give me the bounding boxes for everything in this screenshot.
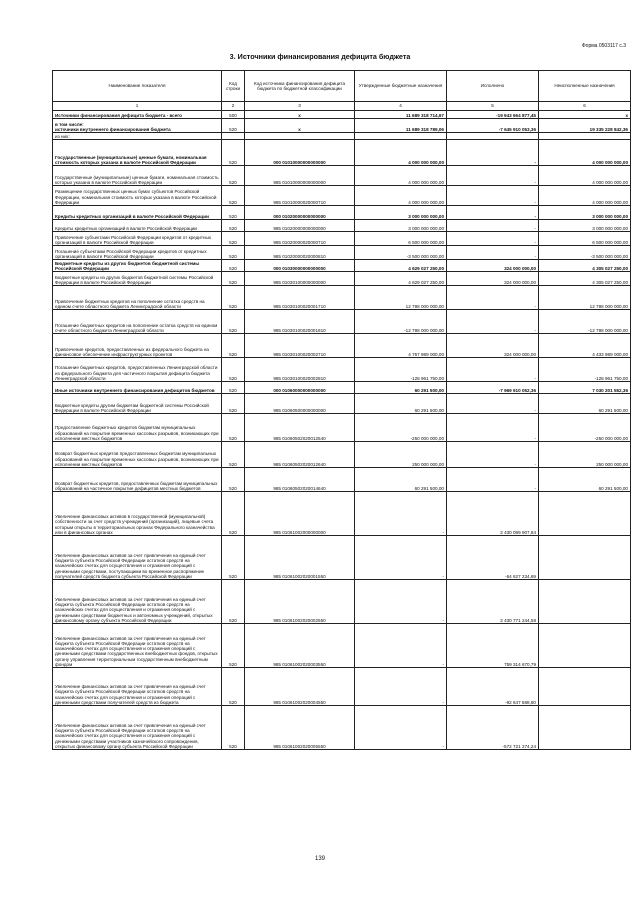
row-executed: - <box>447 468 539 492</box>
header-approved: Утвержденные бюджетные назначения <box>355 71 447 102</box>
row-executed: 2 430 089 907,84 <box>447 492 539 536</box>
row-name: Привлечение бюджетных кредитов на пополнение остатка средств на едином счете областного бюджета Ленинградской области <box>53 286 222 310</box>
row-name: Государственные (муниципальные) ценные бумаги, номинальная стоимость которых указана в валюте Российской Федерации <box>53 166 222 186</box>
row-unexecuted: 60 291 500,00 <box>539 468 631 492</box>
row-unexecuted <box>539 133 631 140</box>
row-unexecuted <box>539 624 631 668</box>
row-executed: - <box>447 358 539 382</box>
row-source-code: x <box>245 111 355 119</box>
row-source-code: 985 01030100020001810 <box>245 310 355 334</box>
row-unexecuted: 4 000 000 000,00 <box>539 140 631 166</box>
table-row <box>53 119 631 133</box>
table-row <box>53 232 631 246</box>
row-name: из них: <box>53 133 222 140</box>
row-line-code: 520 <box>222 286 245 310</box>
section-title: 3. Источники финансирования дефицита бюджета <box>229 52 411 61</box>
row-executed: 2 430 771 244,58 <box>447 580 539 624</box>
row-unexecuted: -128 961 750,00 <box>539 358 631 382</box>
table-row <box>53 111 631 119</box>
table-row <box>53 580 631 624</box>
row-line-code: 520 <box>222 310 245 334</box>
row-source-code: 985 01030100020002810 <box>245 358 355 382</box>
table-row <box>53 246 631 260</box>
table-row <box>53 382 631 394</box>
row-approved: - <box>355 536 447 580</box>
row-unexecuted: 4 305 027 250,00 <box>539 272 631 286</box>
row-approved: 60 291 500,00 <box>355 394 447 414</box>
table-row <box>53 220 631 232</box>
row-approved: 3 000 000 000,00 <box>355 206 447 220</box>
row-line-code: 520 <box>222 119 245 133</box>
row-line-code: 520 <box>222 140 245 166</box>
row-line-code: 520 <box>222 394 245 414</box>
table-row <box>53 260 631 272</box>
table-row <box>53 206 631 220</box>
column-number: 1 <box>53 102 222 111</box>
row-line-code: 520 <box>222 272 245 286</box>
row-unexecuted: -250 000 000,00 <box>539 414 631 442</box>
row-source-code: x <box>245 119 355 133</box>
row-unexecuted: 4 000 000 000,00 <box>539 186 631 206</box>
row-name: Увеличение финансовых активов за счет привлечения на единый счет бюджета субъекта Российской Федерации остатков средств на казначейских счетах для осуществления и отражения операций с денежными средствами участников казначейского сопровождения, открытых финансовому органу субъекта Российской Федерации <box>53 706 222 750</box>
row-executed: 324 000 000,00 <box>447 272 539 286</box>
row-line-code: 500 <box>222 111 245 119</box>
row-name: Размещение государственных ценных бумаг субъектов Российской Федерации, номинальная стоимость которых указана в валюте Российской Федерации <box>53 186 222 206</box>
table-row <box>53 334 631 358</box>
row-source-code: 985 01061002000000000 <box>245 492 355 536</box>
table-row <box>53 133 631 140</box>
row-line-code: 520 <box>222 358 245 382</box>
form-code: Форма 0503117 с.3 <box>581 43 626 49</box>
header-executed: Исполнено <box>447 71 539 102</box>
row-source-code: 985 01060500000000000 <box>245 394 355 414</box>
header-source-code: Код источника финансирования дефицита бюджета по бюджетной классификации <box>245 71 355 102</box>
row-executed: -92 647 688,80 <box>447 668 539 706</box>
row-name: Возврат бюджетных кредитов, предоставленных бюджетам муниципальных образований на частичное покрытие дефицитов местных бюджетов <box>53 468 222 492</box>
row-line-code: 520 <box>222 536 245 580</box>
column-number: 5 <box>447 102 539 111</box>
row-line-code: 520 <box>222 580 245 624</box>
row-executed: - <box>447 206 539 220</box>
row-name: Бюджетные кредиты другим бюджетам бюджетной системы Российской Федерации в валюте Российской Федерации <box>53 394 222 414</box>
row-approved: 11 689 318 714,67 <box>355 111 447 119</box>
row-line-code: 520 <box>222 668 245 706</box>
row-approved: - <box>355 706 447 750</box>
row-executed: -572 721 274,24 <box>447 706 539 750</box>
row-name: Увеличение финансовых активов за счет привлечения на единый счет бюджета субъекта Российской Федерации остатков средств на казначейских счетах для осуществления и отражения операций с денежными средствами государственных внебюджетных фондов, открытых органу управления территориальным государственным внебюджетным фондом <box>53 624 222 668</box>
row-executed: - <box>447 220 539 232</box>
row-source-code: 985 01060502020012540 <box>245 414 355 442</box>
row-executed: -7 645 910 053,36 <box>447 119 539 133</box>
row-line-code: 520 <box>222 166 245 186</box>
header-name: Наименование показателя <box>53 71 222 102</box>
row-source-code: 985 01061002020002550 <box>245 580 355 624</box>
row-approved <box>355 133 447 140</box>
row-line-code: 520 <box>222 382 245 394</box>
row-source-code: 985 01030100020002710 <box>245 334 355 358</box>
row-approved: -250 000 000,00 <box>355 414 447 442</box>
row-source-code: 000 01010000000000000 <box>245 140 355 166</box>
row-executed: - <box>447 166 539 186</box>
row-line-code: 520 <box>222 232 245 246</box>
row-source-code: 985 01060502020012640 <box>245 442 355 468</box>
row-approved: 3 000 000 000,00 <box>355 220 447 232</box>
row-name: Кредиты кредитных организаций в валюте Российской Федерации <box>53 220 222 232</box>
row-approved: 60 291 500,00 <box>355 382 447 394</box>
row-name: Кредиты кредитных организаций в валюте Российской Федерации <box>53 206 222 220</box>
row-source-code: 985 01010000020000710 <box>245 186 355 206</box>
table-row <box>53 468 631 492</box>
financing-sources-table <box>52 70 631 750</box>
row-name: Предоставление бюджетных кредитов бюджетам муниципальных образований на покрытие временных кассовых разрывов, возникающих при исполнении местных бюджетов <box>53 414 222 442</box>
table-row <box>53 140 631 166</box>
row-source-code: 000 01060000000000000 <box>245 382 355 394</box>
row-source-code: 985 01061002020005550 <box>245 706 355 750</box>
row-approved: - <box>355 492 447 536</box>
row-name: Увеличение финансовых активов за счет привлечения на единый счет бюджета субъекта Российской Федерации остатков средств на казначейских счетах для осуществления и отражения операций с денежными средствами, поступающими во временное распоряжение получателей средств бюджета субъекта Российской Федерации <box>53 536 222 580</box>
row-approved: 4 757 989 000,00 <box>355 334 447 358</box>
row-unexecuted: -3 500 000 000,00 <box>539 246 631 260</box>
row-unexecuted <box>539 706 631 750</box>
row-approved: - <box>355 580 447 624</box>
table-row <box>53 536 631 580</box>
table-row <box>53 492 631 536</box>
row-approved: - <box>355 668 447 706</box>
row-approved: 4 000 000 000,00 <box>355 166 447 186</box>
column-number: 2 <box>222 102 245 111</box>
row-line-code: 520 <box>222 334 245 358</box>
table-row <box>53 286 631 310</box>
row-source-code: 985 01061002020004550 <box>245 668 355 706</box>
row-name: Погашение субъектами Российской Федерации кредитов от кредитных организаций в валюте Российской Федерации <box>53 246 222 260</box>
row-executed: - <box>447 140 539 166</box>
column-number-row <box>53 102 631 111</box>
row-name: Иные источники внутреннего финансирования дефицитов бюджетов <box>53 382 222 394</box>
row-line-code: 520 <box>222 706 245 750</box>
row-approved: -3 500 000 000,00 <box>355 246 447 260</box>
row-unexecuted: 4 000 000 000,00 <box>539 166 631 186</box>
row-unexecuted: 4 305 027 250,00 <box>539 260 631 272</box>
row-line-code: 520 <box>222 246 245 260</box>
row-line-code: 520 <box>222 414 245 442</box>
table-row <box>53 442 631 468</box>
row-approved: -128 961 750,00 <box>355 358 447 382</box>
row-source-code: 000 01030000000000000 <box>245 260 355 272</box>
row-unexecuted <box>539 668 631 706</box>
row-source-code <box>245 133 355 140</box>
row-name: Погашение бюджетных кредитов, предоставленных Ленинградской области из федерального бюджета для частичного покрытия дефицита бюджета Ленинградской области <box>53 358 222 382</box>
row-executed: - <box>447 246 539 260</box>
row-unexecuted <box>539 536 631 580</box>
page-number: 139 <box>314 856 325 862</box>
row-unexecuted <box>539 492 631 536</box>
row-approved: -12 788 000 000,00 <box>355 310 447 334</box>
row-line-code: 520 <box>222 624 245 668</box>
header-line-code: Код строки <box>222 71 245 102</box>
row-unexecuted: 7 030 201 552,36 <box>539 382 631 394</box>
row-name: Увеличение финансовых активов за счет привлечения на единый счет бюджета субъекта Российской Федерации остатков средств на казначейских счетах для осуществления и отражения операций с денежными средствами бюджетных и автономных учреждений, открытых финансовому органу субъекта Российской Федерации <box>53 580 222 624</box>
row-name: Бюджетные кредиты из других бюджетов бюджетной системы Российской Федерации в валюте Российской Федерации <box>53 272 222 286</box>
row-unexecuted: 60 291 500,00 <box>539 394 631 414</box>
row-source-code: 985 01030100020001710 <box>245 286 355 310</box>
row-executed <box>447 133 539 140</box>
row-executed: - <box>447 310 539 334</box>
row-unexecuted: -12 788 000 000,00 <box>539 310 631 334</box>
row-line-code: 520 <box>222 468 245 492</box>
row-line-code: 520 <box>222 260 245 272</box>
row-source-code: 985 01020000020000710 <box>245 232 355 246</box>
table-row <box>53 358 631 382</box>
table-row <box>53 414 631 442</box>
row-source-code: 985 01020000000000000 <box>245 220 355 232</box>
row-source-code: 985 01030100000000000 <box>245 272 355 286</box>
row-source-code: 985 01010000000000000 <box>245 166 355 186</box>
row-name: Увеличение финансовых активов за счет привлечения на единый счет бюджета субъекта Российской Федерации остатков средств на казначейских счетах для осуществления и отражения операций с денежными средствами получателей средств из бюджета <box>53 668 222 706</box>
column-number: 6 <box>539 102 631 111</box>
table-body <box>53 111 631 750</box>
row-name: Привлечение субъектами Российской Федерации кредитов от кредитных организаций в валюте Российской Федерации <box>53 232 222 246</box>
row-source-code: 985 01020000020000810 <box>245 246 355 260</box>
row-unexecuted: 4 433 989 000,00 <box>539 334 631 358</box>
table-row <box>53 624 631 668</box>
table-row <box>53 394 631 414</box>
row-executed: -7 969 910 052,36 <box>447 382 539 394</box>
row-approved: 4 629 027 250,00 <box>355 260 447 272</box>
row-approved: 11 689 318 789,06 <box>355 119 447 133</box>
row-source-code: 985 01060502020014640 <box>245 468 355 492</box>
header-row <box>53 71 631 102</box>
column-number: 4 <box>355 102 447 111</box>
row-unexecuted: 12 788 000 000,00 <box>539 286 631 310</box>
row-approved: 4 000 000 000,00 <box>355 186 447 206</box>
header-unexecuted: Неисполненные назначения <box>539 71 631 102</box>
row-name: Привлечение кредитов, предоставленных из федерального бюджета на финансовое обеспечение инфраструктурных проектов <box>53 334 222 358</box>
row-name: Погашение бюджетных кредитов на пополнение остатка средств на едином счете областного бюджета Ленинградской области <box>53 310 222 334</box>
row-unexecuted: 3 000 000 000,00 <box>539 206 631 220</box>
row-line-code: 520 <box>222 206 245 220</box>
row-approved: 4 629 027 250,00 <box>355 272 447 286</box>
row-approved: 12 788 000 000,00 <box>355 286 447 310</box>
row-approved: - <box>355 624 447 668</box>
row-name: Возврат бюджетных кредитов предоставленных бюджетам муниципальных образований на покрытие временных кассовых разрывов, возникающих при исполнении местных бюджетов <box>53 442 222 468</box>
table-row <box>53 186 631 206</box>
row-name: в том числе: источники внутреннего финансирования бюджета <box>53 119 222 133</box>
row-source-code: 985 01061002020003550 <box>245 624 355 668</box>
row-line-code: 520 <box>222 186 245 206</box>
row-unexecuted: x <box>539 111 631 119</box>
row-approved: 60 291 500,00 <box>355 468 447 492</box>
row-line-code: 520 <box>222 220 245 232</box>
row-unexecuted <box>539 580 631 624</box>
row-approved: 4 000 000 000,00 <box>355 140 447 166</box>
row-name: Бюджетные кредиты из других бюджетов бюджетной системы Российской Федерации <box>53 260 222 272</box>
row-executed: - <box>447 286 539 310</box>
row-source-code: 000 01020000000000000 <box>245 206 355 220</box>
row-executed: 759 314 670,79 <box>447 624 539 668</box>
row-unexecuted: 19 335 228 842,36 <box>539 119 631 133</box>
table-row <box>53 272 631 286</box>
row-name: Источники финансирования дефицита бюджета - всего <box>53 111 222 119</box>
row-executed: -64 627 234,69 <box>447 536 539 580</box>
column-number: 3 <box>245 102 355 111</box>
row-unexecuted: 6 500 000 000,00 <box>539 232 631 246</box>
row-executed: - <box>447 232 539 246</box>
row-executed: - <box>447 442 539 468</box>
row-executed: - <box>447 414 539 442</box>
row-executed: -19 943 664 877,45 <box>447 111 539 119</box>
table-row <box>53 706 631 750</box>
row-unexecuted: 3 000 000 000,00 <box>539 220 631 232</box>
row-name: Увеличение финансовых активов в государственной (муниципальной) собственности за счет средств учреждений (организаций), лицевые счета которым открыты в территориальных органах Федерального казначейства или в финансовых органах <box>53 492 222 536</box>
row-source-code: 985 01061002020001550 <box>245 536 355 580</box>
row-approved: 250 000 000,00 <box>355 442 447 468</box>
table-row <box>53 166 631 186</box>
row-line-code: 520 <box>222 442 245 468</box>
row-executed: - <box>447 186 539 206</box>
table-row <box>53 310 631 334</box>
row-approved: 6 500 000 000,00 <box>355 232 447 246</box>
table-row <box>53 668 631 706</box>
row-name: Государственные (муниципальные) ценные бумаги, номинальная стоимость которых указана в валюте Российской Федерации <box>53 140 222 166</box>
row-line-code: 520 <box>222 492 245 536</box>
row-executed: - <box>447 394 539 414</box>
row-unexecuted: 250 000 000,00 <box>539 442 631 468</box>
row-executed: 324 000 000,00 <box>447 260 539 272</box>
row-executed: 324 000 000,00 <box>447 334 539 358</box>
row-line-code <box>222 133 245 140</box>
